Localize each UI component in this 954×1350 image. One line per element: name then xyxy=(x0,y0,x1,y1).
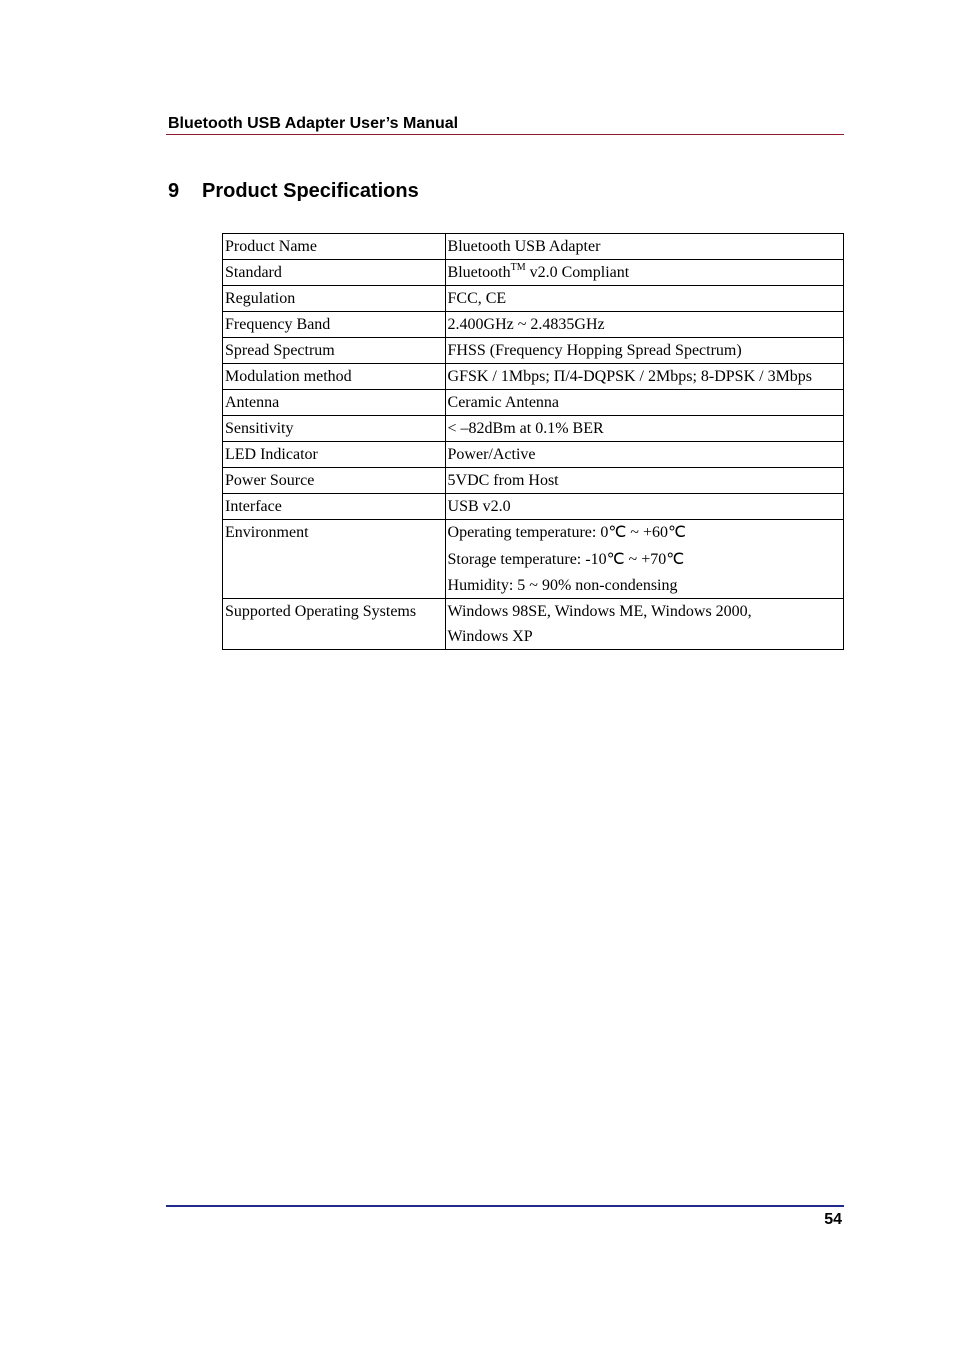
supported-os-line: Windows 98SE, Windows ME, Windows 2000, xyxy=(447,603,752,620)
spec-label: Environment xyxy=(223,520,446,599)
table-row xyxy=(223,312,844,338)
spec-value: < –82dBm at 0.1% BER xyxy=(445,416,843,442)
spec-value: Power/Active xyxy=(445,442,843,468)
environment-humidity: Humidity: 5 ~ 90% non-condensing xyxy=(447,577,678,594)
spec-value: USB v2.0 xyxy=(445,494,843,520)
spec-value xyxy=(445,599,843,650)
trademark-mark: TM xyxy=(510,262,526,273)
spec-value: 5VDC from Host xyxy=(445,468,843,494)
spec-value: Ceramic Antenna xyxy=(445,390,843,416)
spec-label: Standard xyxy=(223,260,446,286)
running-header-title: Bluetooth USB Adapter User’s Manual xyxy=(168,115,459,132)
section-title: Product Specifications xyxy=(202,180,419,202)
spec-value-text: Bluetooth xyxy=(447,264,511,281)
spec-value xyxy=(445,260,843,286)
footer-divider xyxy=(166,1205,844,1207)
spec-label: Frequency Band xyxy=(223,312,446,338)
supported-os-line: Windows XP xyxy=(447,628,533,645)
spec-value: 2.400GHz ~ 2.4835GHz xyxy=(445,312,843,338)
table-row xyxy=(223,520,844,599)
table-row xyxy=(223,338,844,364)
environment-operating-temperature: Operating temperature: 0℃ ~ +60℃ xyxy=(447,524,686,541)
table-row xyxy=(223,494,844,520)
spec-label: Sensitivity xyxy=(223,416,446,442)
header-divider xyxy=(166,134,844,135)
spec-value xyxy=(445,520,843,599)
spec-label: Antenna xyxy=(223,390,446,416)
spec-label: LED Indicator xyxy=(223,442,446,468)
table-row xyxy=(223,442,844,468)
page-number: 54 xyxy=(824,1211,842,1228)
table-row xyxy=(223,599,844,650)
spec-label: Power Source xyxy=(223,468,446,494)
spec-value-text: v2.0 Compliant xyxy=(525,264,630,281)
table-row xyxy=(223,260,844,286)
table-row xyxy=(223,364,844,390)
table-row xyxy=(223,390,844,416)
spec-label: Interface xyxy=(223,494,446,520)
section-number: 9 xyxy=(168,180,180,202)
spec-label: Product Name xyxy=(223,234,446,260)
spec-value: FHSS (Frequency Hopping Spread Spectrum) xyxy=(445,338,843,364)
spec-label: Supported Operating Systems xyxy=(223,599,446,650)
spec-value: GFSK / 1Mbps; Π/4-DQPSK / 2Mbps; 8-DPSK / 3Mbps xyxy=(445,364,843,390)
table-row xyxy=(223,286,844,312)
specifications-table xyxy=(222,233,844,650)
spec-label: Spread Spectrum xyxy=(223,338,446,364)
table-row xyxy=(223,416,844,442)
environment-storage-temperature: Storage temperature: -10℃ ~ +70℃ xyxy=(447,550,685,568)
spec-value: FCC, CE xyxy=(445,286,843,312)
spec-value: Bluetooth USB Adapter xyxy=(445,234,843,260)
section-heading xyxy=(168,179,419,203)
table-row xyxy=(223,468,844,494)
spec-label: Regulation xyxy=(223,286,446,312)
spec-label: Modulation method xyxy=(223,364,446,390)
table-row xyxy=(223,234,844,260)
